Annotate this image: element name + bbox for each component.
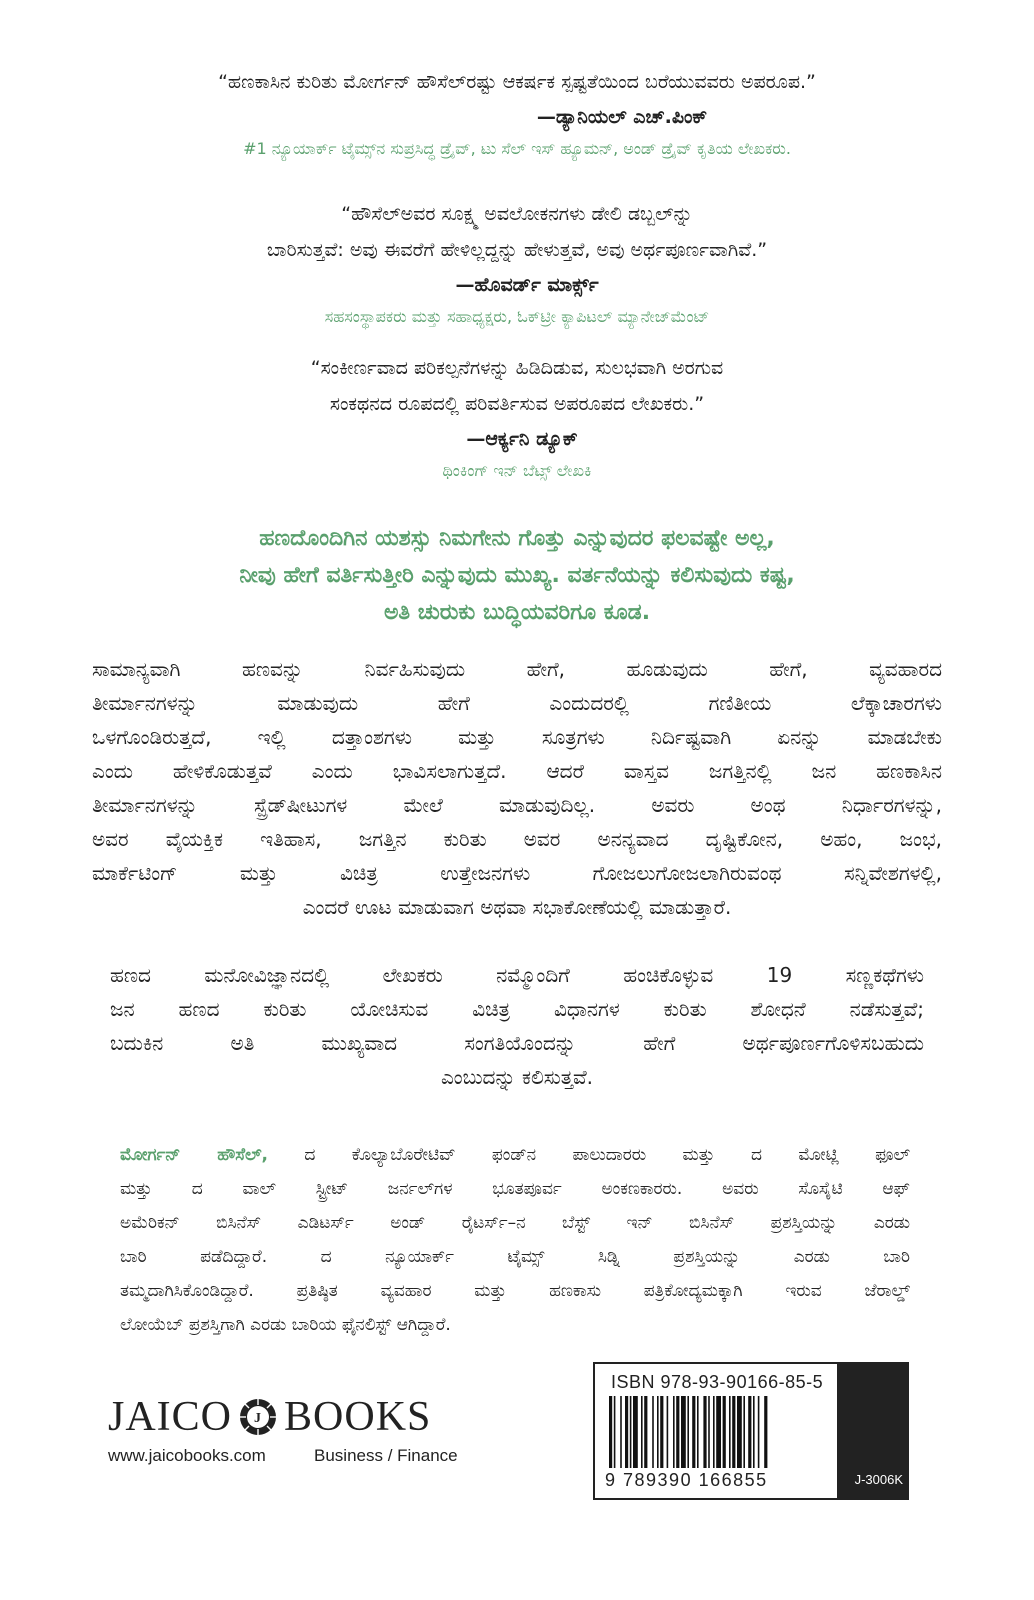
bio-line-rest: ದ ಕೊಲ್ಯಾಬೊರೇಟಿವ್ ಫಂಡ್‌ನ ಪಾಲುದಾರರು ಮತ್ತು ದ ಮೋಟ್ಲಿ ಫೂಲ್ xyxy=(268,1145,911,1165)
paragraph-line: ಎಂದು ಹೇಳಿಕೊಡುತ್ತವೆ ಎಂದು ಭಾವಿಸಲಾಗುತ್ತದೆ. ಆದರೆ ವಾಸ್ತವ ಜಗತ್ತಿನಲ್ಲಿ ಜನ ಹಣಕಾಸಿನ xyxy=(92,759,942,783)
jaico-sun-emblem-icon xyxy=(238,1397,278,1437)
barcode-bar xyxy=(687,1396,689,1468)
barcode-bar xyxy=(743,1396,745,1468)
paragraph-line: ಜನ ಹಣದ ಕುರಿತು ಯೋಚಿಸುವ ವಿಚಿತ್ರ ವಿಧಾನಗಳ ಕುರಿತು ಶೋಧನೆ ನಡೆಸುತ್ತವೆ; xyxy=(110,997,924,1021)
quote-text-line: “ಸಂಕೀರ್ಣವಾದ ಪರಿಕಲ್ಪನೆಗಳನ್ನು ಹಿಡಿದಿಡುವ, ಸುಲಭವಾಗಿ ಅರಗುವ xyxy=(310,357,724,379)
barcode-bar xyxy=(620,1396,622,1468)
quote-1 xyxy=(0,64,1034,164)
barcode-bar xyxy=(681,1396,686,1468)
barcode-bar xyxy=(657,1396,659,1468)
quote-text-line: “ಹಣಕಾಸಿನ ಕುರಿತು ಮೋರ್ಗನ್ ಹೌಸೆಲ್‌ರಷ್ಟು ಆಕರ್ಷಕ ಸ್ಪಷ್ಟತೆಯಿಂದ ಬರೆಯುವವರು ಅಪರೂಪ.” xyxy=(218,71,816,93)
paragraph-line: ಒಳಗೊಂಡಿರುತ್ತದೆ, ಇಲ್ಲಿ ದತ್ತಾಂಶಗಳು ಮತ್ತು ಸೂತ್ರಗಳು ನಿರ್ದಿಷ್ಟವಾಗಿ ಏನನ್ನು ಮಾಡಬೇಕು xyxy=(92,725,942,749)
isbn-barcode xyxy=(593,1362,909,1500)
bio-line: ಅಮೆರಿಕನ್ ಬಿಸಿನೆಸ್ ಎಡಿಟರ್ಸ್ ಅಂಡ್ ರೈಟರ್ಸ್‌–ನ ಬೆಸ್ಟ್ ಇನ್ ಬಿಸಿನೆಸ್ ಪ್ರಶಸ್ತಿಯನ್ನು ಎರಡು xyxy=(120,1213,910,1233)
quote-text-line: ಸಂಕಥನದ ರೂಪದಲ್ಲಿ ಪರಿವರ್ತಿಸುವ ಅಪರೂಪದ ಲೇಖಕರು.” xyxy=(329,393,705,415)
barcode-bar xyxy=(630,1396,632,1468)
barcode-bar xyxy=(641,1396,643,1468)
paragraph-line: ಎಂದರೆ ಊಟ ಮಾಡುವಾಗ ಅಥವಾ ಸಭಾಕೋಣೆಯಲ್ಲಿ ಮಾಡುತ್ತಾರೆ. xyxy=(302,895,732,919)
barcode-bar xyxy=(723,1396,726,1468)
quote-2 xyxy=(0,196,1034,332)
bio-line: ಲೋಯೆಬ್ ಪ್ರಶಸ್ತಿಗಾಗಿ ಎರಡು ಬಾರಿಯ ಫೈನಲಿಸ್ಟ್ ಆಗಿದ್ದಾರೆ. xyxy=(120,1315,451,1335)
barcode-bar xyxy=(737,1396,742,1468)
bio-line xyxy=(120,1138,910,1172)
quote-author-role: ಥಿಂಕಿಂಗ್ ಇನ್ ಬೆಟ್ಸ್ ಲೇಖಕಿ xyxy=(442,461,592,480)
barcode-bar xyxy=(764,1396,767,1468)
barcode-bar xyxy=(633,1396,638,1468)
logo-word-left: JAICO xyxy=(108,1394,233,1440)
quote-author-role: ಸಹಸಂಸ್ಥಾಪಕರು ಮತ್ತು ಸಹಾಧ್ಯಕ್ಷರು, ಓಕ್‌ಟ್ರೀ ಕ್ಯಾಪಿಟಲ್ ಮ್ಯಾನೇಜ್‌ಮೆಂಟ್ xyxy=(324,307,710,326)
tagline-line: ಅತಿ ಚುರುಕು ಬುದ್ಧಿಯವರಿಗೂ ಕೂಡ. xyxy=(383,600,651,625)
isbn-label: ISBN 978-93-90166-85-5 xyxy=(611,1372,824,1392)
paragraph-line: ತೀರ್ಮಾನಗಳನ್ನು ಮಾಡುವುದು ಹೇಗೆ ಎಂದುದರಲ್ಲಿ ಗಣಿತೀಯ ಲೆಕ್ಕಾಚಾರಗಳು xyxy=(92,691,942,715)
barcode-bar xyxy=(673,1396,675,1468)
barcode-bar xyxy=(732,1396,735,1468)
tagline-line: ನೀವು ಹೇಗೆ ವರ್ತಿಸುತ್ತೀರಿ ಎನ್ನುವುದು ಮುಖ್ಯ. ವರ್ತನೆಯನ್ನು ಕಲಿಸುವುದು ಕಷ್ಟ, xyxy=(239,563,795,588)
barcode-bar xyxy=(652,1396,654,1468)
bio-line: ಮತ್ತು ದ ವಾಲ್ ಸ್ಟ್ರೀಟ್ ಜರ್ನಲ್‌ಗಳ ಭೂತಪೂರ್ವ ಅಂಕಣಕಾರರು. ಅವರು ಸೊಸೈಟಿ ಆಫ್ xyxy=(120,1179,910,1199)
publisher-logo xyxy=(108,1392,431,1442)
barcode-bar xyxy=(660,1396,663,1468)
barcode-bar xyxy=(614,1396,616,1468)
quote-author: —ಡ್ಯಾನಿಯಲ್ ಎಚ್.ಪಿಂಕ್ xyxy=(536,106,708,128)
logo-word-right: BOOKS xyxy=(284,1394,432,1440)
publisher-website: www.jaicobooks.com xyxy=(108,1446,266,1465)
paragraph-line: ಅವರ ವೈಯಕ್ತಿಕ ಇತಿಹಾಸ, ಜಗತ್ತಿನ ಕುರಿತು ಅವರ ಅನನ್ಯವಾದ ದೃಷ್ಟಿಕೋನ, ಅಹಂ, ಜಂಭ, xyxy=(92,827,942,851)
quote-3 xyxy=(0,350,1034,486)
description-paragraph-2 xyxy=(110,958,924,1094)
description-paragraph-1 xyxy=(92,652,942,924)
quote-text-line: ಬಾರಿಸುತ್ತವೆ: ಅವು ಈವರೆಗೆ ಹೇಳಿಲ್ಲದ್ದನ್ನು ಹೇಳುತ್ತವೆ, ಅವು ಅರ್ಥಪೂರ್ಣವಾಗಿವೆ.” xyxy=(266,239,768,261)
tagline xyxy=(80,520,954,631)
paragraph-line: ಮಾರ್ಕೆಟಿಂಗ್ ಮತ್ತು ವಿಚಿತ್ರ ಉತ್ತೇಜನಗಳು ಗೋಜಲುಗೋಜಲಾಗಿರುವಂಥ ಸನ್ನಿವೇಶಗಳಲ್ಲಿ, xyxy=(92,861,942,885)
barcode-bar xyxy=(748,1396,751,1468)
barcode-bar xyxy=(729,1396,731,1468)
book-category: Business / Finance xyxy=(314,1446,458,1465)
barcode-bars xyxy=(609,1396,831,1468)
barcode-bar xyxy=(697,1396,699,1468)
bio-line: ತಮ್ಮದಾಗಿಸಿಕೊಂಡಿದ್ದಾರೆ. ಪ್ರತಿಷ್ಠಿತ ವ್ಯವಹಾರ ಮತ್ತು ಹಣಕಾಸು ಪತ್ರಿಕೋದ್ಯಮಕ್ಕಾಗಿ ಇರುವ ಜೆರಾಲ್ಡ್ xyxy=(120,1281,910,1301)
quote-text-line: “ಹೌಸೆಲ್‌ಅವರ ಸೂಕ್ಷ್ಮ ಅವಲೋಕನಗಳು ಡೇಲಿ ಡಬ್ಬಲ್‌ನ್ನು xyxy=(341,203,693,225)
paragraph-line: ಸಾಮಾನ್ಯವಾಗಿ ಹಣವನ್ನು ನಿರ್ವಹಿಸುವುದು ಹೇಗೆ, ಹೂಡುವುದು ಹೇಗೆ, ವ್ಯವಹಾರದ xyxy=(92,657,942,681)
paragraph-line: ತೀರ್ಮಾನಗಳನ್ನು ಸ್ಪ್ರೆಡ್‌ಷೀಟುಗಳ ಮೇಲೆ ಮಾಡುವುದಿಲ್ಲ. ಅವರು ಅಂಥ ನಿರ್ಧಾರಗಳನ್ನು, xyxy=(92,793,942,817)
barcode-bar xyxy=(703,1396,706,1468)
paragraph-line: ಬದುಕಿನ ಅತಿ ಮುಖ್ಯವಾದ ಸಂಗತಿಯೊಂದನ್ನು ಹೇಗೆ ಅರ್ಥಪೂರ್ಣಗೊಳಿಸಬಹುದು xyxy=(110,1031,924,1055)
bio-line: ಬಾರಿ ಪಡೆದಿದ್ದಾರೆ. ದ ನ್ಯೂಯಾರ್ಕ್ ಟೈಮ್ಸ್ ಸಿಡ್ನಿ ಪ್ರಶಸ್ತಿಯನ್ನು ಎರಡು ಬಾರಿ xyxy=(120,1247,910,1267)
barcode-bar xyxy=(708,1396,710,1468)
barcode-bar xyxy=(625,1396,628,1468)
quote-author-role: #1 ನ್ಯೂಯಾರ್ಕ್ ಟೈಮ್ಸ್‌ನ ಸುಪ್ರಸಿದ್ಧ ಡ್ರೈವ್, ಟು ಸೆಲ್ ಇಸ್ ಹ್ಯೂಮನ್, ಅಂಡ್ ಡ್ರೈವ್ ಕೃತಿಯ ಲೇಖಕರು. xyxy=(243,139,791,158)
paragraph-line: ಹಣದ ಮನೋವಿಜ್ಞಾನದಲ್ಲಿ ಲೇಖಕರು ನಮ್ಮೊಂದಿಗೆ ಹಂಚಿಕೊಳ್ಳುವ 19 ಸಣ್ಣಕಥೆಗಳು xyxy=(110,963,924,987)
barcode-bar xyxy=(713,1396,715,1468)
barcode-bar xyxy=(758,1396,760,1468)
barcode-bar xyxy=(676,1396,679,1468)
paragraph-line: ಎಂಬುದನ್ನು ಕಲಿಸುತ್ತವೆ. xyxy=(440,1065,594,1089)
barcode-bar xyxy=(716,1396,721,1468)
barcode-digits: 9 789390 166855 xyxy=(605,1470,768,1490)
quote-author: —ಹೊವರ್ಡ್ ಮಾರ್ಕ್ಸ್ xyxy=(455,274,599,296)
barcode-bar xyxy=(692,1396,695,1468)
quote-author: —ಆರ್ಕ್ಯನಿ ಡ್ಯೂಕ್ xyxy=(466,428,578,450)
barcode-bar xyxy=(753,1396,755,1468)
author-name: ಮೋರ್ಗನ್ ಹೌಸೆಲ್, xyxy=(120,1145,268,1165)
barcode-bar xyxy=(644,1396,647,1468)
barcode-bar xyxy=(609,1396,612,1468)
tagline-line: ಹಣದೊಂದಿಗಿನ ಯಶಸ್ಸು ನಿಮಗೇನು ಗೊತ್ತು ಎನ್ನುವುದರ ಫಲವಷ್ಟೇ ಅಲ್ಲ, xyxy=(259,526,775,551)
barcode-bar xyxy=(667,1396,669,1468)
author-bio xyxy=(120,1138,910,1342)
svg-text:J: J xyxy=(254,1411,263,1426)
product-code: J-3006K xyxy=(854,1472,903,1487)
